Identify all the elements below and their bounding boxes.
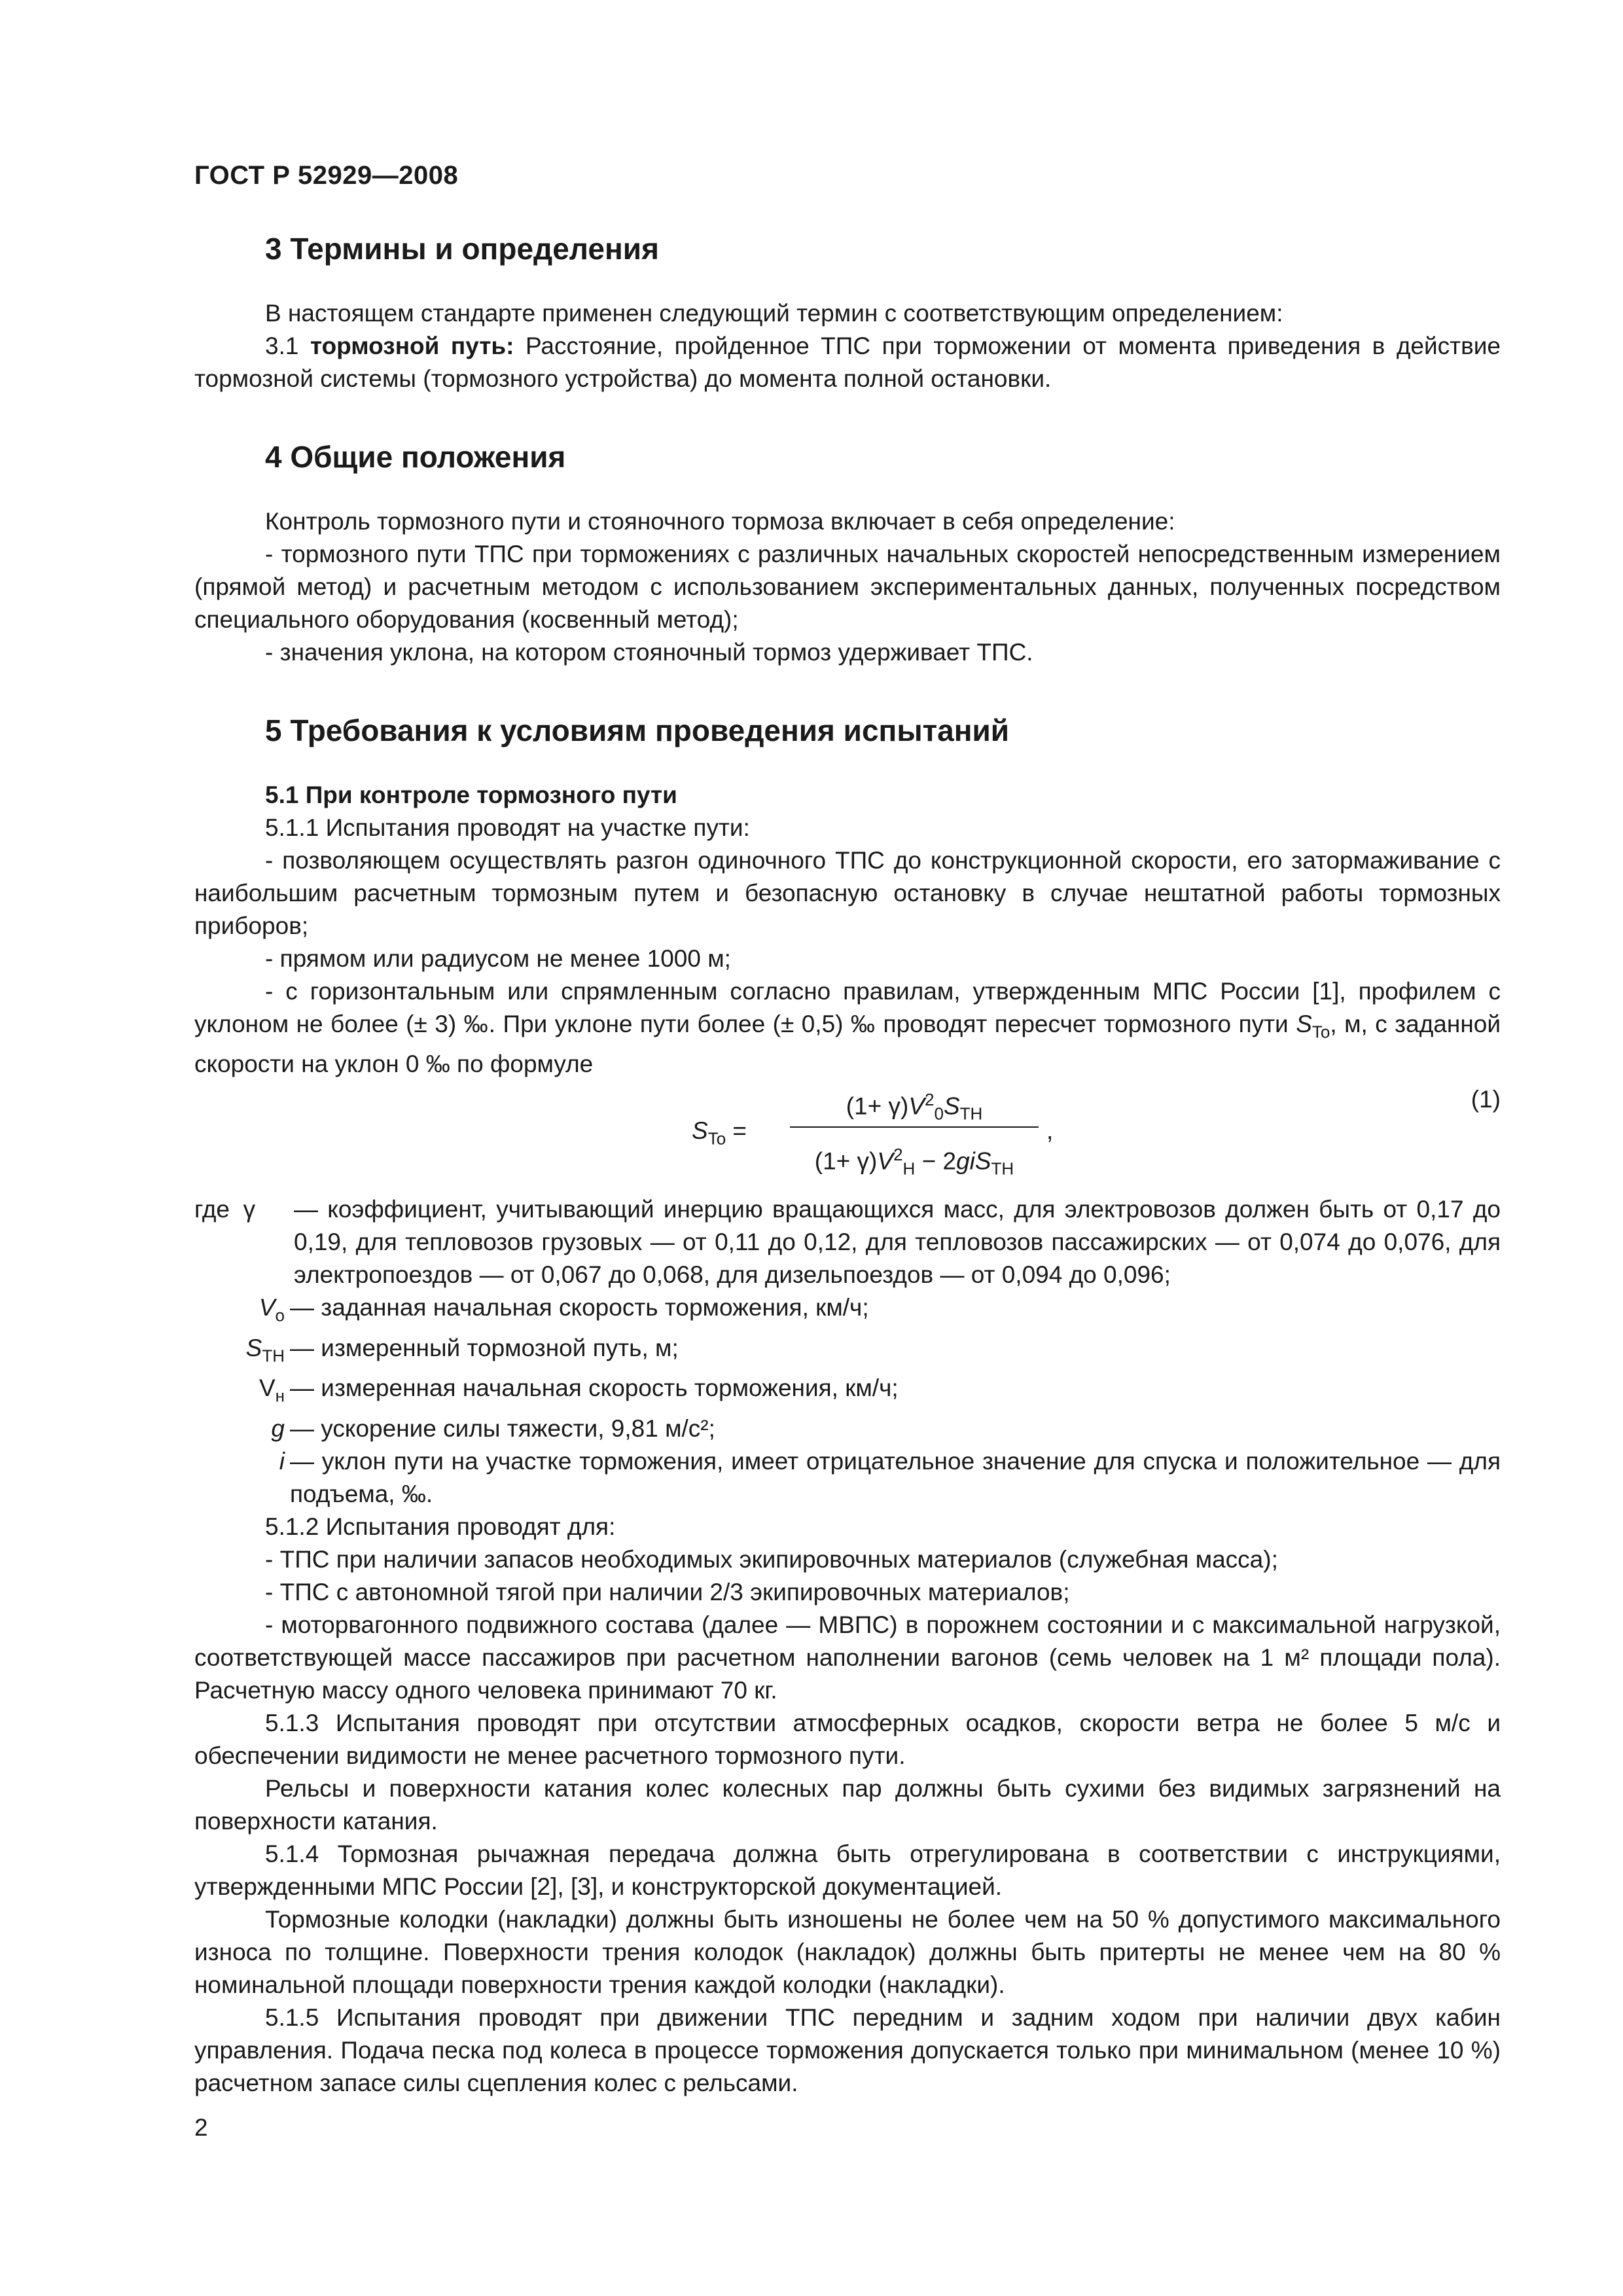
definition-v0: $V_o$ — заданная начальная скорость торможения, км/ч; <box>259 1294 869 1325</box>
clause-5-1-5: 5.1.5 Испытания проводят при движении ТПС передним и задним ходом при наличии двух кабин управления. Подача песка под колеса в процессе торможения допускается только при минимальном (менее 10 %) расчетном запасе силы сцепления колес с рельсами. <box>194 2003 1501 2096</box>
clause-5-1-4-b: Тормозные колодки (накладки) должны быть изношены не более чем на 50 % допустимого максимального износа по толщине. Поверхности трения колодок (накладок) должны быть притерты не менее чем на 80 % номинальной площади поверхности трения каждой колодки (накладки). <box>194 1905 1501 1998</box>
document-body <box>194 216 1501 2100</box>
formula-lhs: $S_{To}$ = <box>692 1117 747 1149</box>
formula-comma: , <box>1046 1117 1054 1145</box>
clause-5-1-3-b: Рельсы и поверхности катания колес колесных пар должны быть сухими без видимых загрязнений на поверхности катания. <box>194 1774 1501 1835</box>
clause-5-1-2: 5.1.2 Испытания проводят для: <box>265 1513 616 1540</box>
definition-sth: $S_{TH}$ — измеренный тормозной путь, м; <box>245 1334 679 1366</box>
section-5-title: 5 Требования к условиям проведения испытаний <box>265 713 1010 747</box>
section-4-title: 4 Общие положения <box>265 440 566 474</box>
formula-1 <box>194 1083 1501 1181</box>
subsection-5-1-title: 5.1 При контроле тормозного пути <box>265 781 677 808</box>
section-3-title: 3 Термины и определения <box>265 232 659 266</box>
equation-number: (1) <box>1471 1086 1501 1113</box>
symbol-definitions <box>194 1193 1501 1510</box>
clause-5-1-4: 5.1.4 Тормозная рычажная передача должна быть отрегулирована в соответствии с инструкциями, утвержденными МПС России [2], [3], и конструкторской документацией. <box>194 1840 1501 1900</box>
clause-5-1-1-c: - с горизонтальным или спрямленным согласно правилам, утвержденным МПС России [1], профилем с уклоном не более (± 3) ‰. При уклоне пути более (± 0,5) ‰ проводят пересчет тормозного пути $S_{To}$, м, с заданной скорости на уклон 0 ‰ по формуле <box>194 978 1501 1078</box>
term-number: 3.1 <box>265 332 299 359</box>
clause-5-1-1: 5.1.1 Испытания проводят на участке пути: <box>265 814 750 841</box>
section-3-intro: В настоящем стандарте применен следующий термин с соответствующим определением: <box>265 300 1283 327</box>
document-header: ГОСТ Р 52929—2008 <box>194 161 459 190</box>
clause-5-1-2-b: - ТПС с автономной тягой при наличии 2/3 экипировочных материалов; <box>265 1578 1070 1605</box>
definition-i: i — уклон пути на участке торможения, имеет отрицательное значение для спуска и положительное — для подъема, ‰. <box>279 1447 1501 1507</box>
clause-5-1-3: 5.1.3 Испытания проводят при отсутствии атмосферных осадков, скорости ветра не более 5 м/с и обеспечении видимости не менее расчетного тормозного пути. <box>194 1709 1501 1769</box>
section-4-p1: Контроль тормозного пути и стояночного тормоза включает в себя определение: <box>265 508 1175 535</box>
definition-gamma: где γ — коэффициент, учитывающий инерцию вращающихся масс, для электровозов должен быть от 0,17 до 0,19, для тепловозов грузовых — от 0,11 до 0,12, для тепловозов пассажирских — от 0,074 до 0,076, для электропоездов — от 0,067 до 0,068, для дизельпоездов — от 0,094 до 0,096; <box>194 1196 1501 1289</box>
clause-5-1-2-c: - моторвагонного подвижного состава (далее — МВПС) в порожнем состоянии и с максимальной нагрузкой, соответствующей массе пассажиров при расчетном наполнении вагонов (семь человек на 1 м² площади пола). Расчетную массу одного человека принимают 70 кг. <box>194 1611 1501 1704</box>
term-3-1 <box>194 330 1501 395</box>
term-definition: Расстояние, пройденное ТПС при торможении от момента приведения в действие тормозной системы (тормозного устройства) до момента полной остановки. <box>194 332 1501 392</box>
formula-denominator: $(1+ \gamma)V^2_H - 2giS_{TH}$ <box>814 1145 1014 1179</box>
fraction-bar <box>790 1126 1039 1128</box>
definition-vh: $V_н$ — измеренная начальная скорость торможения, км/ч; <box>259 1374 899 1406</box>
section-4-p3: - значения уклона, на котором стояночный тормоз удерживает ТПС. <box>265 639 1033 666</box>
section-4-p2: - тормозного пути ТПС при торможениях с различных начальных скоростей непосредственным измерением (прямой метод) и расчетным методом с использованием экспериментальных данных, полученных посредством специального оборудования (косвенный метод); <box>194 541 1501 633</box>
term-name: тормозной путь: <box>310 332 514 359</box>
formula-numerator: $(1+ \gamma)V^2_0S_{TH}$ <box>846 1090 983 1124</box>
clause-5-1-2-a: - ТПС при наличии запасов необходимых экипировочных материалов (служебная масса); <box>265 1545 1278 1573</box>
clause-5-1-1-b: - прямом или радиусом не менее 1000 м; <box>265 945 731 972</box>
clause-5-1-1-a: - позволяющем осуществлять разгон одиночного ТПС до конструкционной скорости, его затормаживание с наибольшим расчетным тормозным путем и безопасную остановку в случае нештатной работы тормозных приборов; <box>194 847 1501 939</box>
definition-g: g — ускорение силы тяжести, 9,81 м/с²; <box>271 1414 715 1442</box>
page-number: 2 <box>194 2114 208 2141</box>
